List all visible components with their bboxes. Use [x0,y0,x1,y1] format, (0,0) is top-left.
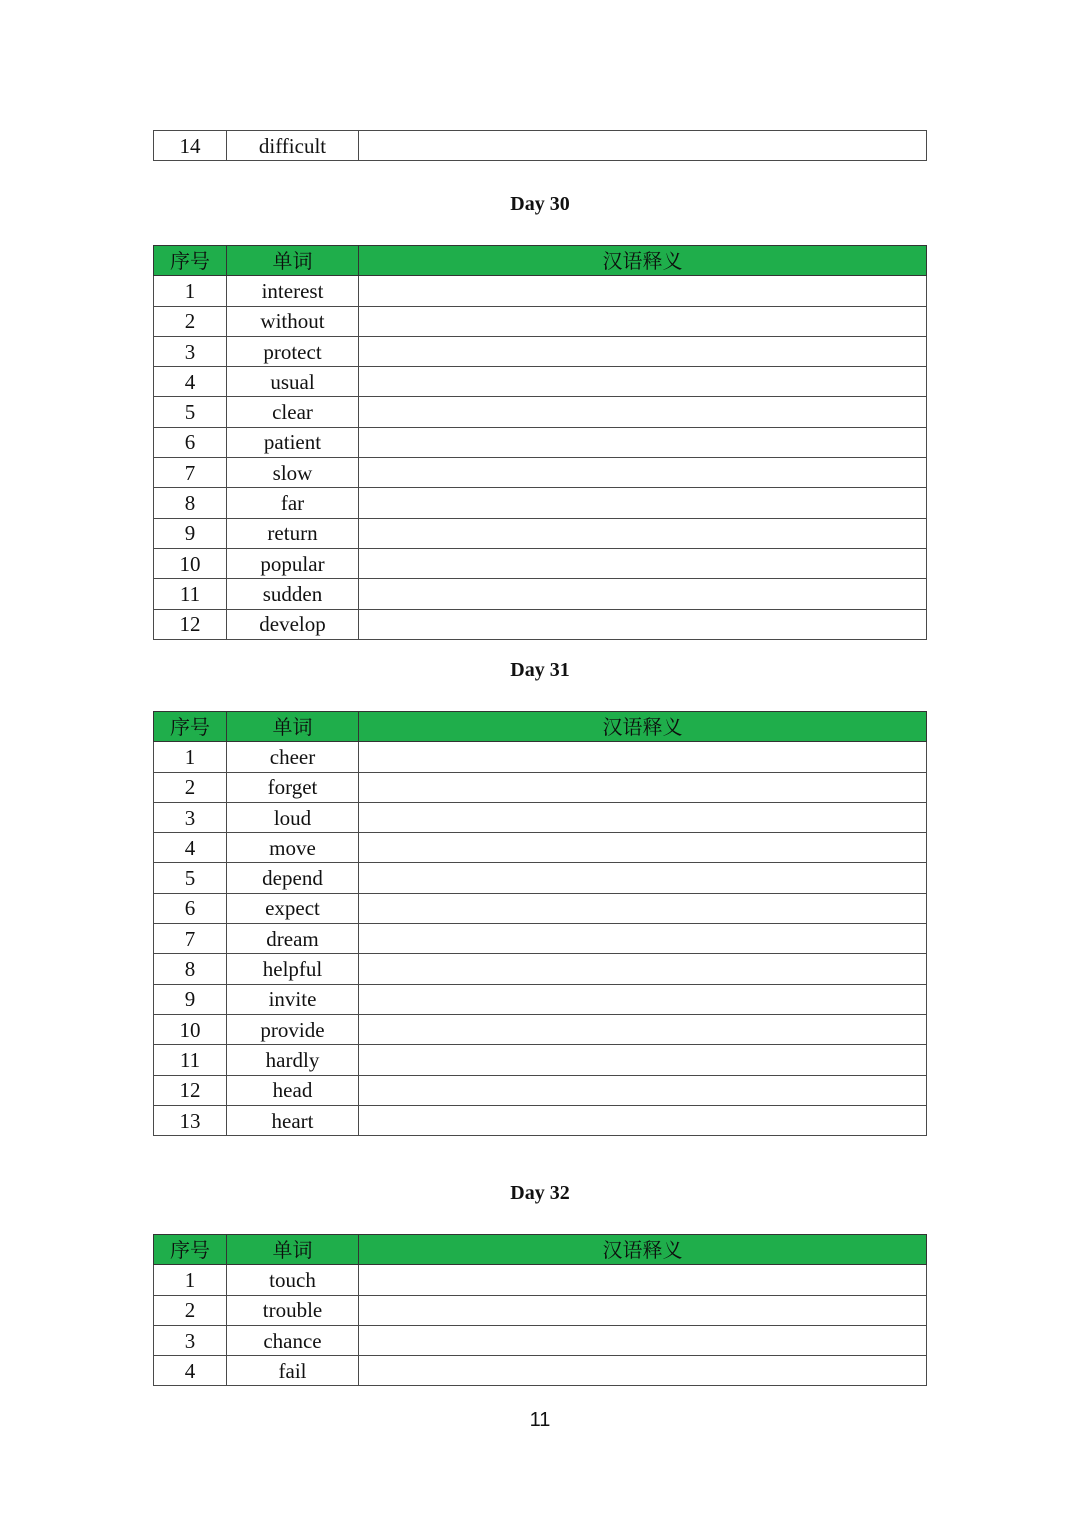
page-number: 11 [529,1409,551,1431]
row-meaning [359,458,927,488]
table-row [154,954,927,984]
row-number: 12 [154,609,227,639]
table-row [154,984,927,1014]
table-row [154,1295,927,1325]
row-number: 3 [154,802,227,832]
row-meaning [359,772,927,802]
table-row [154,833,927,863]
table-row [154,276,927,306]
day-32-vocab-table [153,1234,927,1386]
row-word: far [227,488,359,518]
row-meaning [359,548,927,578]
row-number: 4 [154,1356,227,1386]
table-row [154,367,927,397]
row-number: 9 [154,984,227,1014]
header-meaning: 汉语释义 [359,1235,927,1265]
row-meaning [359,924,927,954]
table-row [154,893,927,923]
day-30-heading: Day 30 [510,193,570,215]
row-meaning [359,427,927,457]
table-row [154,1356,927,1386]
day-31-heading: Day 31 [510,659,570,681]
row-meaning [359,336,927,366]
table-row [154,1045,927,1075]
row-word: without [227,306,359,336]
header-number: 序号 [154,712,227,742]
row-meaning [359,306,927,336]
row-meaning [359,1045,927,1075]
row-number: 9 [154,518,227,548]
row-word: interest [227,276,359,306]
row-word: return [227,518,359,548]
table-row [154,458,927,488]
row-number: 7 [154,458,227,488]
table-row [154,1014,927,1044]
continued-vocab-table [153,130,927,161]
row-number: 1 [154,742,227,772]
row-word: head [227,1075,359,1105]
row-word: forget [227,772,359,802]
row-meaning [359,276,927,306]
row-meaning [359,954,927,984]
row-number: 8 [154,954,227,984]
row-word: trouble [227,1295,359,1325]
row-number: 12 [154,1075,227,1105]
row-meaning [359,863,927,893]
row-meaning [359,1105,927,1135]
row-word: usual [227,367,359,397]
row-meaning [359,1356,927,1386]
row-word: sudden [227,579,359,609]
row-word: dream [227,924,359,954]
row-word: chance [227,1325,359,1355]
row-number: 13 [154,1105,227,1135]
row-number: 8 [154,488,227,518]
table-row [154,924,927,954]
table-row [154,488,927,518]
row-word: move [227,833,359,863]
row-number: 3 [154,1325,227,1355]
row-meaning [359,1075,927,1105]
row-meaning [359,367,927,397]
row-meaning [359,131,927,161]
row-word: touch [227,1265,359,1295]
row-meaning [359,579,927,609]
row-number: 11 [154,579,227,609]
row-number: 1 [154,1265,227,1295]
row-number: 4 [154,367,227,397]
header-meaning: 汉语释义 [359,712,927,742]
row-meaning [359,833,927,863]
row-meaning [359,609,927,639]
header-meaning: 汉语释义 [359,246,927,276]
table-row [154,1075,927,1105]
row-meaning [359,1265,927,1295]
row-word: develop [227,609,359,639]
table-row [154,863,927,893]
row-number: 5 [154,397,227,427]
row-number: 6 [154,893,227,923]
row-meaning [359,518,927,548]
row-word: cheer [227,742,359,772]
row-number: 4 [154,833,227,863]
row-meaning [359,1295,927,1325]
row-number: 2 [154,772,227,802]
row-word: hardly [227,1045,359,1075]
row-word: protect [227,336,359,366]
table-row [154,609,927,639]
row-word: invite [227,984,359,1014]
table-header-row [154,712,927,742]
row-word: clear [227,397,359,427]
row-number: 11 [154,1045,227,1075]
row-meaning [359,984,927,1014]
header-number: 序号 [154,1235,227,1265]
header-word: 单词 [227,712,359,742]
table-row [154,1325,927,1355]
day-30-vocab-table [153,245,927,640]
row-meaning [359,488,927,518]
row-word: patient [227,427,359,457]
table-row [154,1105,927,1135]
row-word: helpful [227,954,359,984]
row-number: 6 [154,427,227,457]
table-row [154,131,927,161]
table-row [154,579,927,609]
header-word: 单词 [227,246,359,276]
row-meaning [359,1014,927,1044]
row-meaning [359,893,927,923]
header-word: 单词 [227,1235,359,1265]
table-header-row [154,246,927,276]
row-word: popular [227,548,359,578]
row-word: loud [227,802,359,832]
table-row [154,772,927,802]
table-row [154,336,927,366]
row-meaning [359,1325,927,1355]
row-number: 14 [154,131,227,161]
day-31-vocab-table [153,711,927,1136]
table-row [154,548,927,578]
row-number: 5 [154,863,227,893]
table-row [154,306,927,336]
row-number: 2 [154,1295,227,1325]
row-meaning [359,742,927,772]
row-meaning [359,802,927,832]
row-number: 1 [154,276,227,306]
table-row [154,742,927,772]
table-row [154,802,927,832]
table-row [154,427,927,457]
row-meaning [359,397,927,427]
row-number: 10 [154,1014,227,1044]
row-word: heart [227,1105,359,1135]
row-word: difficult [227,131,359,161]
row-number: 10 [154,548,227,578]
row-number: 3 [154,336,227,366]
table-row [154,1265,927,1295]
table-header-row [154,1235,927,1265]
row-word: depend [227,863,359,893]
row-word: fail [227,1356,359,1386]
header-number: 序号 [154,246,227,276]
day-32-heading: Day 32 [510,1182,570,1204]
table-row [154,397,927,427]
row-number: 7 [154,924,227,954]
row-word: expect [227,893,359,923]
row-number: 2 [154,306,227,336]
row-word: provide [227,1014,359,1044]
table-row [154,518,927,548]
row-word: slow [227,458,359,488]
